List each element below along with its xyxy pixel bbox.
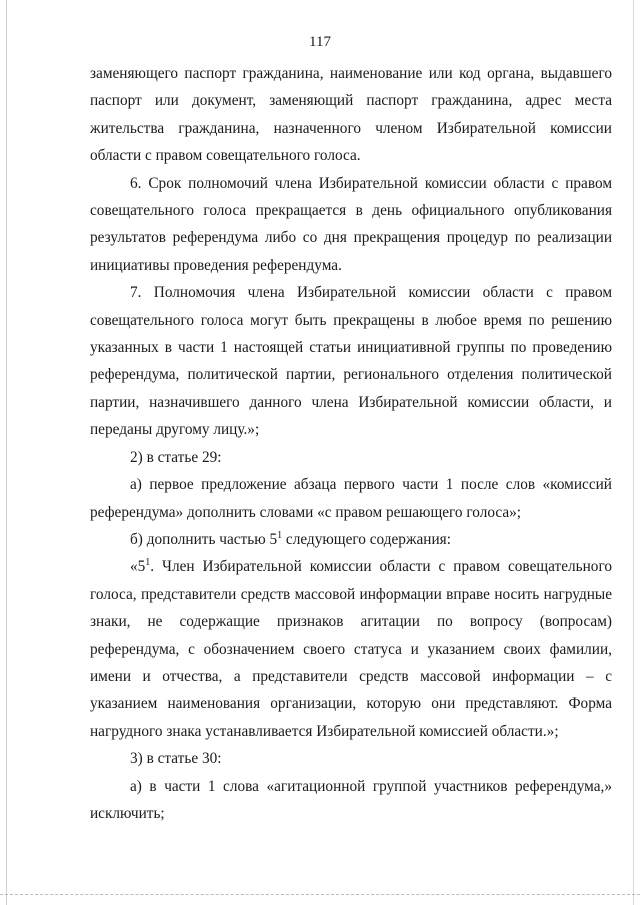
paragraph-subitem-a: а) первое предложение абзаца первого части 1 после слов «комиссий референдума» дополнить словами «с правом решающего голоса»; [90,476,612,521]
paragraph-item-6: 6. Срок полномочий члена Избирательной комиссии области с правом совещательного голоса прекращается в день официального опубликования результатов референдума либо со дня прекращения процедур по реализации инициативы проведения референдума. [90,174,612,274]
subitem-b-superscript: 1 [277,529,283,541]
paragraph-subitem-b [90,526,612,553]
paragraph-continuation: заменяющего паспорт гражданина, наименование или код органа, выдавшего паспорт или документ, заменяющий паспорт гражданина, адрес места жительства гражданина, назначенного членом Избирательной комиссии области с правом совещательного голоса. [90,65,612,165]
paragraph-part-5-1 [90,553,612,745]
subitem-b-text-after: следующего содержания: [282,530,451,548]
page-number: 117 [309,34,331,50]
scan-edge-left [6,0,7,905]
paragraph-article-30: 3) в статье 30: [130,750,222,768]
scan-edge-bottom [0,894,640,895]
paragraph-item-7: 7. Полномочия члена Избирательной комиссии области с правом совещательного голоса могут быть прекращены в любое время по решению указанных в части 1 настоящей статьи инициативной группы по проведению референдума, политической партии, регионального отделения политической партии, назначившего данного члена Избирательной комиссии области, и переданы другому лицу.»; [90,284,612,439]
paragraph-article-29: 2) в статье 29: [130,448,222,466]
scan-edge-right [633,0,634,905]
part-5-1-text-after: . Член Избирательной комиссии области с правом совещательного голоса, представители средств массовой информации вправе носить нагрудные знаки, не содержащие признаков агитации по вопросу (вопросам) референдума, с обозначением своего статуса и указанием своих фамилии, имени и отчества, а представители средств массовой информации – с указанием наименования организации, которую они представляют. Форма нагрудного знака устанавливается Избирательной комиссией области.»; [90,558,612,740]
document-body [90,60,612,827]
subitem-b-text-before: б) дополнить частью 5 [130,530,278,548]
paragraph-article-30-a: а) в части 1 слова «агитационной группой участников референдума,» исключить; [90,777,612,822]
part-5-1-text-before: «5 [130,558,146,576]
part-5-1-superscript: 1 [145,557,151,569]
